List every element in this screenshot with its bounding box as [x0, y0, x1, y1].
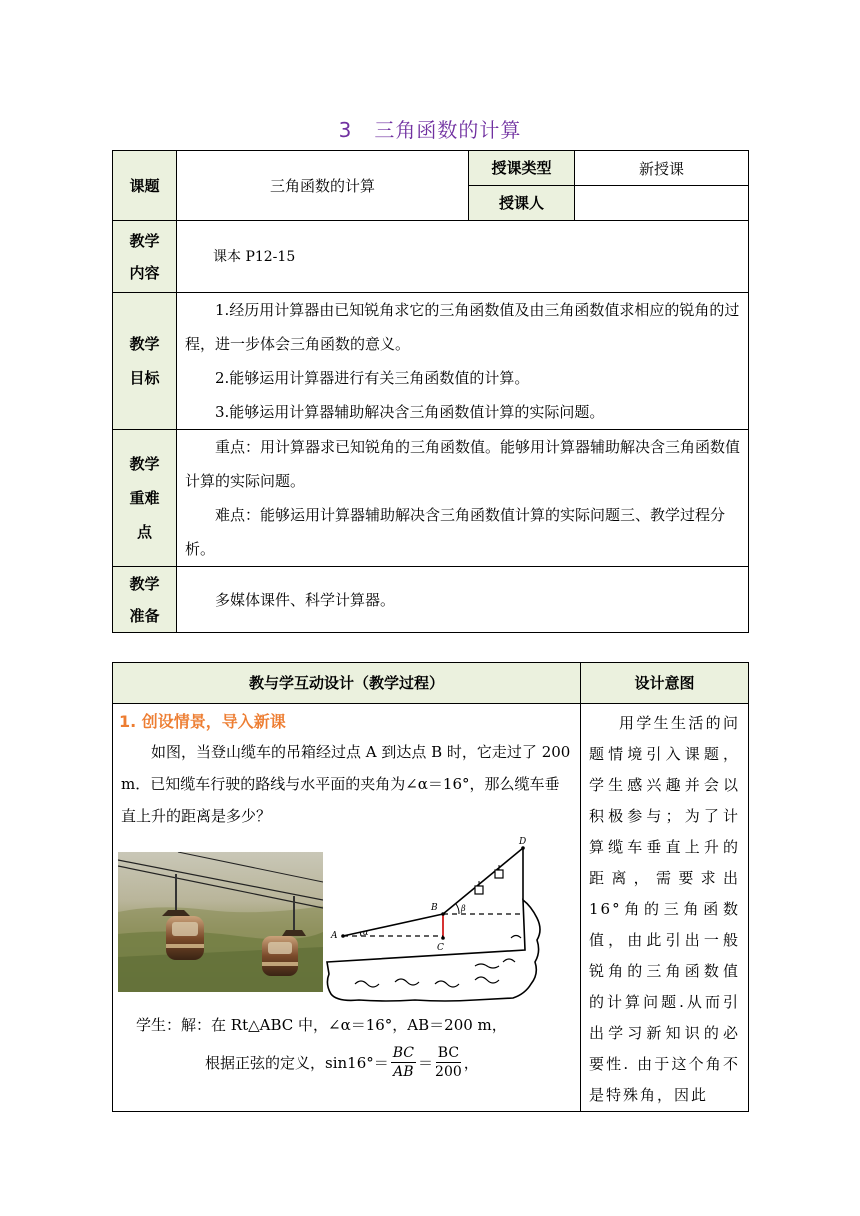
lesson-type-label: 授课类型 — [469, 151, 575, 186]
fraction-1 — [391, 1044, 416, 1081]
process-cell — [113, 704, 581, 1112]
tail-comma: ， — [463, 1054, 479, 1072]
frac2-den: 200 — [435, 1064, 462, 1080]
keypoints-label-1: 教学 — [129, 455, 160, 473]
prep-label-cell — [113, 567, 177, 633]
teacher-value — [575, 186, 749, 221]
goal-3: 3.能够运用计算器辅助解决含三角函数值计算的实际问题。 — [215, 403, 605, 421]
equals-sign: ＝ — [418, 1054, 434, 1072]
frac1-num: BC — [392, 1045, 415, 1061]
intent-header: 设计意图 — [581, 663, 749, 704]
keypoints-cell — [177, 430, 749, 567]
intent-cell — [581, 704, 749, 1112]
keypoints-label-3: 点 — [136, 523, 152, 541]
page-title — [0, 114, 860, 143]
label-d: D — [519, 837, 527, 847]
goal-1: 1.经历用计算器由已知锐角求它的三角函数值及由三角函数值求相应的锐角的过程，进一步体会三角函数的意义。 — [185, 301, 740, 353]
lesson-type-value: 新授课 — [575, 151, 749, 186]
section-title: 1. 创设情景，导入新课 — [119, 712, 286, 731]
prep-value: 多媒体课件、科学计算器。 — [215, 590, 396, 609]
goals-label-cell — [113, 293, 177, 430]
title-text: 三角函数的计算 — [374, 118, 522, 142]
prep-label-1: 教学 — [129, 574, 160, 593]
teacher-label: 授课人 — [469, 186, 575, 221]
process-table — [112, 662, 749, 1112]
label-beta: β — [461, 904, 466, 913]
goals-cell — [177, 293, 749, 430]
process-header: 教与学互动设计（教学过程） — [113, 663, 581, 704]
topic-label: 课题 — [129, 176, 160, 195]
prep-cell — [177, 567, 749, 633]
solution-line: 学生：解：在 Rt△ABC 中，∠α＝16°，AB＝200 m， — [136, 1016, 507, 1034]
sine-definition — [205, 1044, 580, 1081]
topic-value-cell — [177, 151, 469, 221]
intent-text — [581, 704, 748, 1111]
problem-text: 如图，当登山缆车的吊箱经过点 A 到达点 B 时，它走过了 200 m．已知缆车行驶的路线与水平面的夹角为∠α＝16°，那么缆车垂直上升的距离是多少？ — [121, 743, 571, 825]
content-label-1: 教学 — [129, 231, 160, 250]
content-value: 课本 P12-15 — [213, 248, 296, 265]
content-label-cell — [113, 221, 177, 293]
content-cell — [177, 221, 749, 293]
cable-car-photo — [118, 852, 323, 992]
topic-value: 三角函数的计算 — [269, 177, 375, 195]
lesson-info-table — [112, 150, 749, 633]
hard-point: 难点：能够运用计算器辅助解决含三角函数值计算的实际问题三、教学过程分析。 — [185, 506, 726, 558]
label-b: B — [431, 903, 438, 913]
keypoints-label-2: 重难 — [129, 489, 160, 507]
frac2-num: BC — [437, 1045, 460, 1061]
label-a: A — [331, 931, 338, 941]
cable-car-image — [118, 852, 323, 992]
title-number: 3 — [338, 118, 353, 142]
keypoints-label-cell — [113, 430, 177, 567]
label-alpha: α — [363, 928, 369, 937]
content-label-2: 内容 — [129, 263, 160, 282]
key-point: 重点：用计算器求已知锐角的三角函数值。能够用计算器辅助解决含三角函数值计算的实际问题。 — [185, 438, 741, 490]
goals-label-1: 教学 — [129, 335, 160, 353]
figures — [113, 834, 580, 1006]
def-prefix: 根据正弦的定义，sin16°＝ — [205, 1054, 389, 1072]
frac1-den: AB — [393, 1064, 414, 1080]
goals-label-2: 目标 — [129, 369, 160, 387]
label-c: C — [437, 943, 444, 953]
topic-label-cell — [113, 151, 177, 221]
prep-label-2: 准备 — [129, 606, 160, 625]
goal-2: 2.能够运用计算器进行有关三角函数值的计算。 — [215, 369, 530, 387]
geometry-diagram — [325, 834, 543, 1006]
fraction-2 — [435, 1044, 462, 1081]
intent-body: 用学生生活的问题情境引入课题，学生感兴趣并会以积极参与；为了计算缆车垂直上升的距离，需要求出16°角的三角函数值，由此引出一般锐角的三角函数值的计算问题.从而引出学习新知识的必要性. 由于这个角不是特殊角，因此 — [589, 714, 740, 1104]
